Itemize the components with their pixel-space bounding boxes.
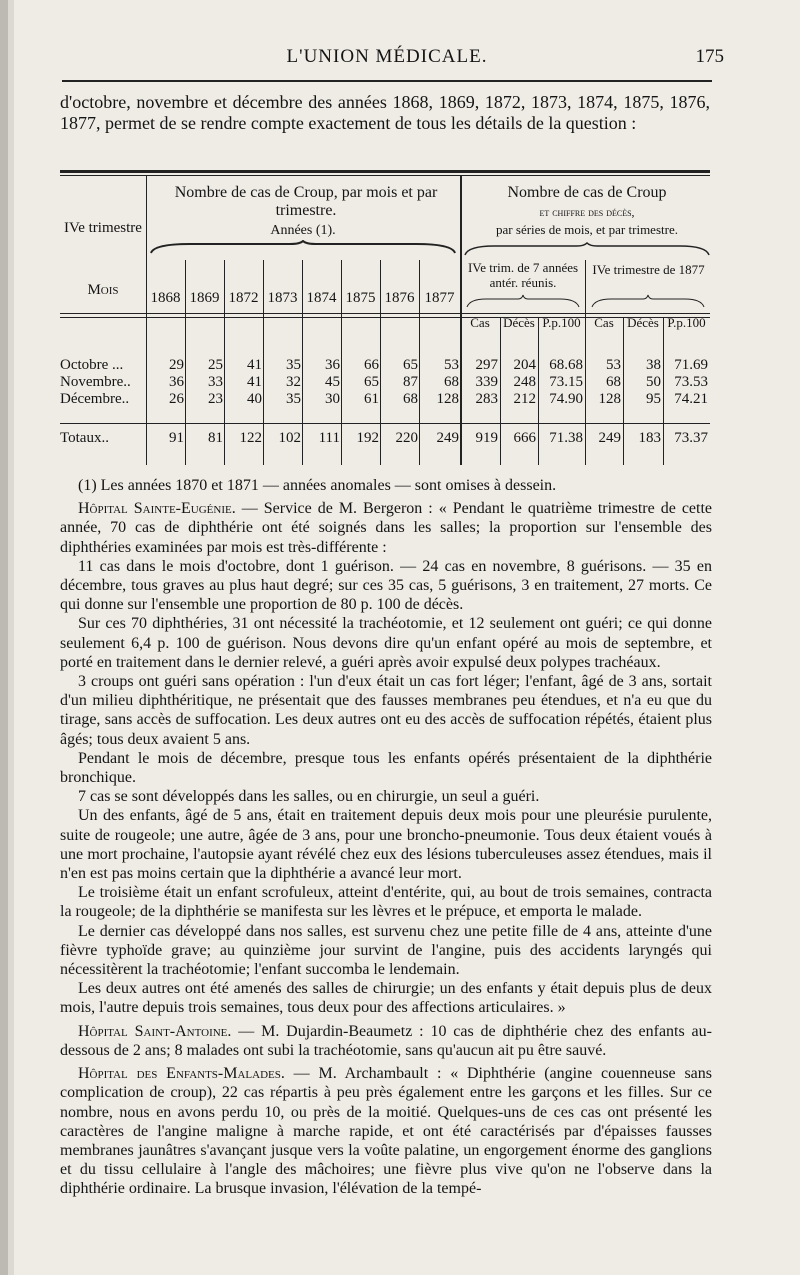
total-cell: 220 — [395, 430, 418, 446]
table-cell: 26 — [169, 391, 184, 407]
paragraph: 11 cas dans le mois d'octobre, dont 1 guérison. — 24 cas en novembre, 8 guérisons. — 35 en décembre, tous graves au plus haut degré; sur ces 35 cas, 5 guérisons, 3 en traitement, 27 morts. Ce qui donne sur l'ensemble une proportion de 80 p. 100 de décès. — [60, 557, 712, 614]
row-label: Octobre ... — [60, 357, 124, 373]
col-rule — [663, 317, 664, 465]
page-header — [62, 46, 724, 74]
paragraph-text: — M. Dujardin-Beaumetz : 10 cas de diphthérie chez des enfants au-dessous de 2 ans; 8 malades ont subi la trachéotomie, sans qu'aucun ait pu être sauvé. — [60, 1022, 712, 1059]
total-cell: 73.37 — [674, 430, 708, 446]
table-cell: 36 — [325, 357, 340, 373]
paragraph: Un des enfants, âgé de 5 ans, était en traitement depuis deux mois pour une pleurésie purulente, suite de rougeole; une autre, âgée de 3 ans, pour une broncho-pneumonie. Tous deux étaient voués à une mort prochaine, l'autopsie ayant révélé chez eux des lésions tuberculeuses assez étendues, mais il n'en est pas moins certain que la diphthérie a avancé leur mort. — [60, 807, 712, 883]
paragraph — [60, 499, 712, 557]
table-cell: 53 — [444, 357, 459, 373]
table-cell: 41 — [247, 357, 262, 373]
total-cell: 192 — [356, 430, 379, 446]
paragraph — [60, 1022, 712, 1060]
page-edge-shade — [8, 0, 14, 1275]
table-cell: 61 — [364, 391, 379, 407]
paragraph: 7 cas se sont développés dans les salles, ou en chirurgie, un seul a guéri. — [78, 788, 540, 806]
table-cell: 23 — [208, 391, 223, 407]
sub-col-header: P.p.100 — [542, 315, 581, 330]
group2-subtitle-2: par séries de mois, et par trimestre. — [496, 222, 678, 237]
table-cell: 74.90 — [549, 391, 583, 407]
total-cell: 71.38 — [549, 430, 583, 446]
table-cell: 68 — [444, 374, 459, 390]
running-title: L'UNION MÉDICALE. — [286, 46, 488, 67]
paragraph-text: — M. Archambault : « Diphthérie (angine couenneuse sans complication de croup), 22 cas répartis à peu près également entre les garçons et les filles. Sur ce nombre, nous en avons perdu 10, ou près de la moitié. Quelques-uns de ces cas ont présenté les caractères de l'angine maligne à marche rapide, et ont été caractérisés par d'épaisses fausses membranes jaunâtres s'avançant jusque vers la voûte palatine, un engorgement énorme des ganglions et du tissu cellulaire à l'angle des mâchoires; une fièvre plus vive qu'on ne l'observe dans la diphthérie ordinaire. La brusque invasion, l'élévation de la tempé- — [60, 1065, 713, 1198]
table-cell: 248 — [513, 374, 536, 390]
total-cell: 122 — [239, 430, 262, 446]
table-cell: 30 — [325, 391, 340, 407]
year-header: 1875 — [345, 290, 376, 306]
series-b-label: IVe trimestre de 1877 — [592, 262, 705, 277]
paragraph-text: — Service de M. Bergeron : « Pendant le quatrième trimestre de cette année, 70 cas de diphthérie ont été soignés dans les salles; la proportion sur l'ensemble des diphthéries examinées par mois est très-différente : — [60, 500, 713, 556]
table-cell: 297 — [475, 357, 498, 373]
table-cell: 204 — [513, 357, 536, 373]
table-cell: 32 — [286, 374, 301, 390]
total-cell: 666 — [513, 430, 536, 446]
section-heading: Hôpital Sainte-Eugénie. — [78, 500, 236, 518]
page-edge-shadow — [0, 0, 8, 1275]
croup-table — [60, 170, 710, 470]
sub-col-header: Décès — [627, 315, 659, 330]
group1-title: Nombre de cas de Croup, par mois et par trimestre. — [174, 184, 438, 219]
table-cell: 53 — [606, 357, 621, 373]
total-cell: 183 — [638, 430, 661, 446]
year-header: 1873 — [267, 290, 298, 306]
table-top-rule-thin — [60, 175, 710, 176]
sub-col-header: Cas — [594, 315, 614, 330]
table-cell: 339 — [475, 374, 498, 390]
intro-paragraph: d'octobre, novembre et décembre des années 1868, 1869, 1872, 1873, 1874, 1875, 1876, 1877, permet de se rendre compte exactement de tous les détails de la question : — [60, 92, 710, 133]
total-cell: 91 — [169, 430, 184, 446]
table-cell: 35 — [286, 357, 301, 373]
row-label: Novembre.. — [60, 374, 131, 390]
table-cell: 35 — [286, 391, 301, 407]
table-cell: 65 — [403, 357, 418, 373]
table-cell: 212 — [513, 391, 536, 407]
table-cell: 283 — [475, 391, 498, 407]
table-cell: 33 — [208, 374, 223, 390]
table-cell: 95 — [646, 391, 661, 407]
table-cell: 36 — [169, 374, 184, 390]
section-heading: Hôpital des Enfants-Malades. — [78, 1065, 285, 1083]
table-cell: 65 — [364, 374, 379, 390]
table-cell: 74.21 — [674, 391, 708, 407]
paragraph: Sur ces 70 diphthéries, 31 ont nécessité la trachéotomie, et 12 seulement ont guéri; ce qui donne seulement 6,4 p. 100 de guérison. Nous devons dire qu'un enfant opéré au mois de septembre, et porté en traitement dans le dernier relevé, a guéri après avoir expulsé deux polypes trachéaux. — [60, 615, 712, 671]
section-heading: Hôpital Saint-Antoine. — [78, 1022, 232, 1040]
row-label: Décembre.. — [60, 391, 130, 407]
total-cell: 102 — [278, 430, 301, 446]
series-a-label: IVe trim. de 7 années antér. réunis. — [467, 260, 579, 290]
mois-label: Mois — [87, 282, 119, 298]
series-brace — [464, 242, 710, 256]
table-cell: 50 — [646, 374, 661, 390]
total-cell: 111 — [318, 430, 340, 446]
total-cell: 919 — [475, 430, 498, 446]
sub-col-header: Décès — [503, 315, 535, 330]
year-header: 1872 — [228, 290, 259, 306]
table-cell: 45 — [325, 374, 340, 390]
paragraph — [60, 1064, 712, 1198]
table-footnote: (1) Les années 1870 et 1871 — années anomales — sont omises à dessein. — [78, 477, 557, 494]
table-cell: 68 — [606, 374, 621, 390]
table-cell: 71.69 — [674, 357, 708, 373]
paragraph: Le dernier cas développé dans nos salles, est survenu chez une petite fille de 4 ans, atteinte d'une fièvre typhoïde grave; au quinzième jour survint de l'angine, puis des accidents laryngés qui nécessitèrent la trachéotomie; l'enfant succomba le lendemain. — [60, 922, 712, 979]
table-cell: 38 — [646, 357, 661, 373]
table-cell: 73.15 — [549, 374, 583, 390]
series-b-brace — [591, 294, 705, 308]
table-top-rule — [60, 170, 710, 173]
paragraph: 3 croups ont guéri sans opération : l'un d'eux était un cas fort léger; l'enfant, âgé de 3 ans, sortait d'un milieu diphthéritique, ne présentait que des fausses membranes peu étendues, et n'a eu que du tirage, sans accès de suffocation. Les deux autres ont eu des accès de suffocation répétés, étaient plus âgés; tous deux avaient 5 ans. — [60, 673, 712, 748]
paragraph: Le troisième était un enfant scrofuleux, atteint d'entérite, qui, au bout de trois semaines, contracta la rougeole; de la diphthérie se manifesta sur les lèvres et le prépuce, et emporta le malade. — [60, 884, 712, 921]
trimestre-label: IVe trimestre — [64, 220, 142, 236]
table-cell: 73.53 — [674, 374, 708, 390]
table-cell: 66 — [364, 357, 379, 373]
col-rule — [146, 175, 147, 465]
paragraph: Pendant le mois de décembre, presque tous les enfants opérés présentaient de la diphthérie bronchique. — [60, 749, 712, 787]
year-header: 1876 — [384, 290, 415, 306]
total-cell: 249 — [598, 430, 621, 446]
header-rule — [62, 80, 712, 82]
table-cell: 128 — [598, 391, 621, 407]
sub-col-header: P.p.100 — [667, 315, 706, 330]
col-rule — [538, 317, 539, 465]
paragraph: Les deux autres ont été amenés des salles de chirurgie; un des enfants y était depuis plus de deux mois, l'autre depuis trois semaines, tous deux pour des affections articulaires. » — [60, 980, 712, 1017]
total-cell: 249 — [436, 430, 459, 446]
total-cell: 81 — [208, 430, 223, 446]
group2-title: Nombre de cas de Croup — [507, 184, 667, 201]
table-cell: 29 — [169, 357, 184, 373]
article-body — [60, 476, 712, 1199]
sub-col-header: Cas — [470, 315, 490, 330]
table-cell: 68 — [403, 391, 418, 407]
group2-subtitle: et chiffre des décès, — [539, 205, 635, 219]
table-cell: 40 — [247, 391, 262, 407]
series-a-brace — [466, 294, 580, 308]
table-cell: 87 — [403, 374, 418, 390]
year-header: 1869 — [189, 290, 220, 306]
group1-subtitle: Années (1). — [270, 223, 336, 238]
year-header: 1877 — [424, 290, 455, 306]
total-label: Totaux.. — [60, 430, 109, 446]
page-number: 175 — [695, 46, 724, 67]
table-cell: 41 — [247, 374, 262, 390]
table-cell: 128 — [436, 391, 459, 407]
year-header: 1868 — [150, 290, 181, 306]
year-header: 1874 — [306, 290, 337, 306]
table-cell: 68.68 — [549, 357, 583, 373]
table-total-rule — [60, 423, 710, 424]
years-brace — [150, 240, 456, 254]
table-cell: 25 — [208, 357, 223, 373]
